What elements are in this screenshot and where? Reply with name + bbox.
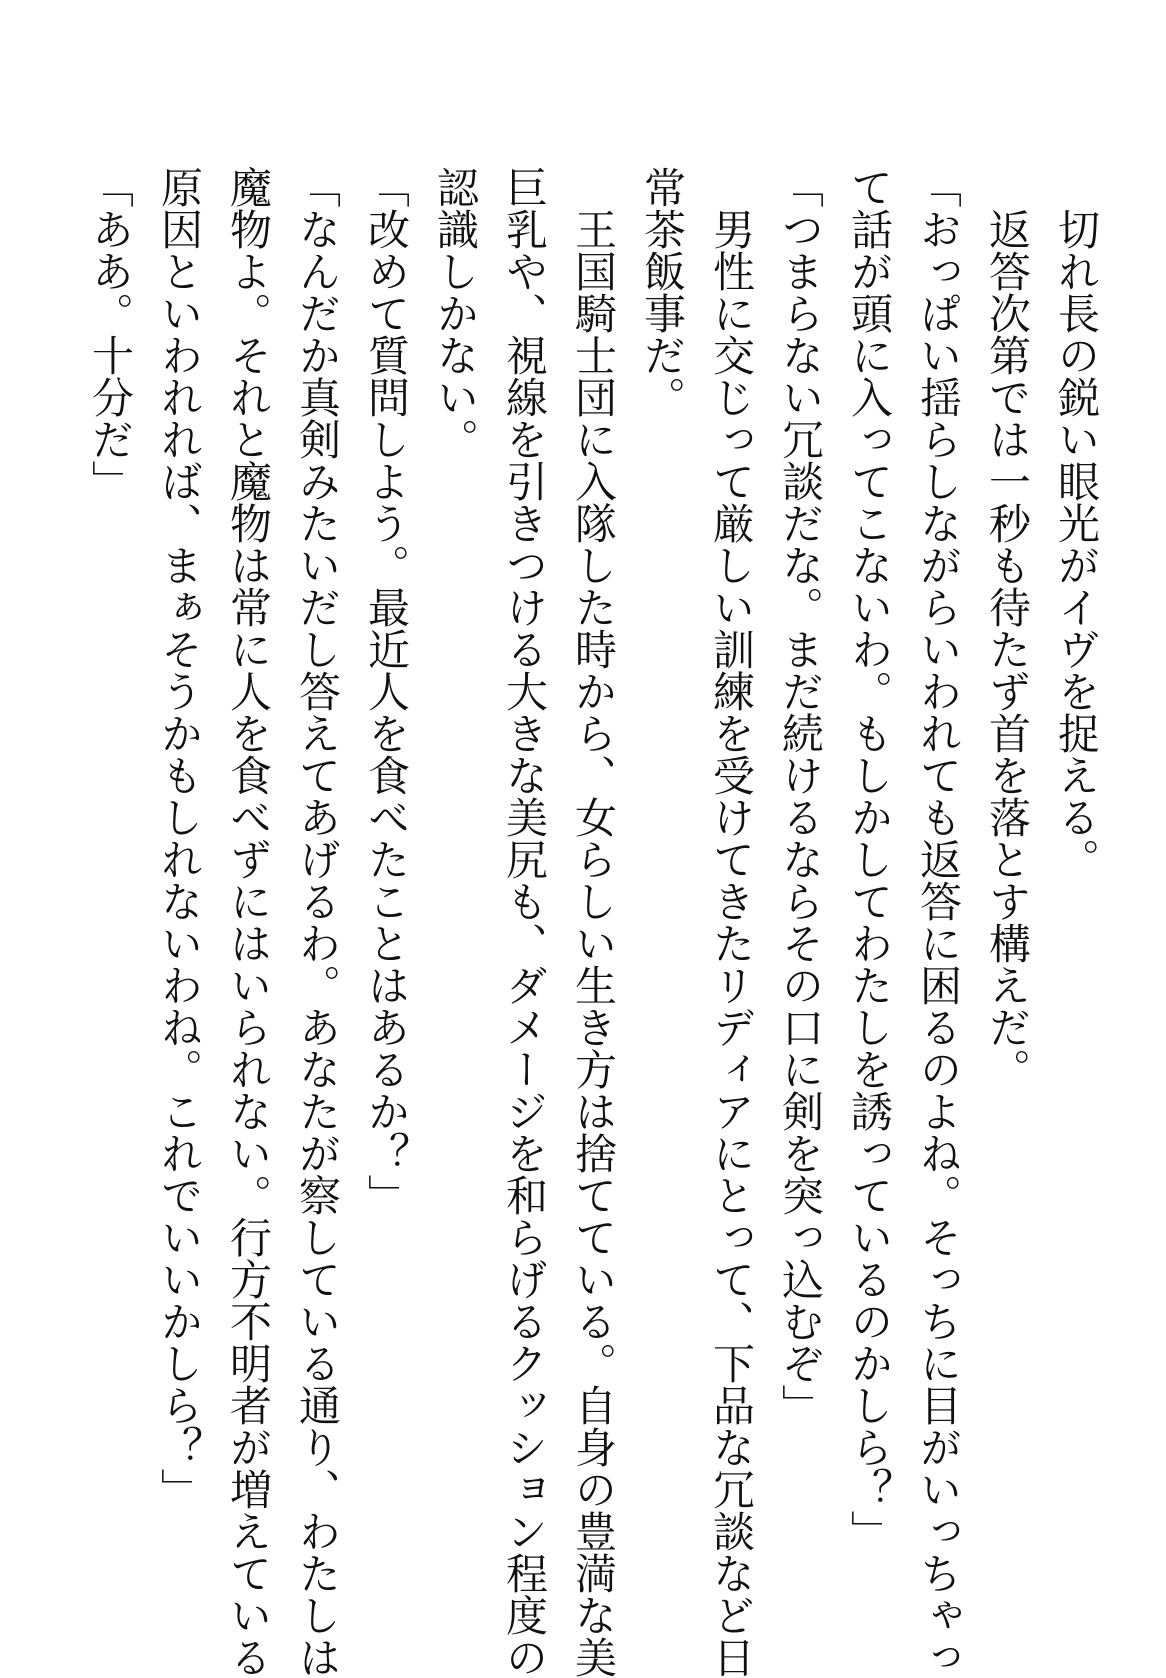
text-line: 「ああ。十分だ」 [86,166,135,502]
text-line: 「改めて質問しよう。最近人を食べたことはあるか？」 [362,166,411,1216]
text-line: 男性に交じって厳しい訓練を受けてきたリディアにとって、下品な冗談など日 [707,166,756,1678]
text-line: 「おっぱい揺らしながらいわれても返答に困るのよね。そっちに目がいっちゃっ [914,166,963,1678]
text-line: 王国騎士団に入隊した時から、女らしい生き方は捨てている。自身の豊満な美 [569,166,618,1678]
text-line: 巨乳や、視線を引きつける大きな美尻も、ダメージを和らげるクッション程度の [500,166,549,1678]
text-line: 魔物よ。それと魔物は常に人を食べずにはいられない。行方不明者が増えている [224,166,273,1678]
text-line: 「なんだか真剣みたいだし答えてあげるわ。あなたが察している通り、わたしは [293,166,342,1678]
text-line: 「つまらない冗談だな。まだ続けるならその口に剣を突っ込むぞ」 [776,166,825,1426]
text-line: 原因といわれれば、まぁそうかもしれないわね。これでいいかしら？」 [155,166,204,1510]
text-line: 返答次第では一秒も待たず首を落とす構えだ。 [983,166,1032,1090]
text-line: 切れ長の鋭い眼光がイヴを捉える。 [1052,166,1101,880]
text-line: て話が頭に入ってこないわ。もしかしてわたしを誘っているのかしら？」 [845,166,894,1552]
vertical-text-body [76,166,1111,1678]
text-line: 認識しかない。 [431,166,480,460]
text-line: 常茶飯事だ。 [638,166,687,418]
